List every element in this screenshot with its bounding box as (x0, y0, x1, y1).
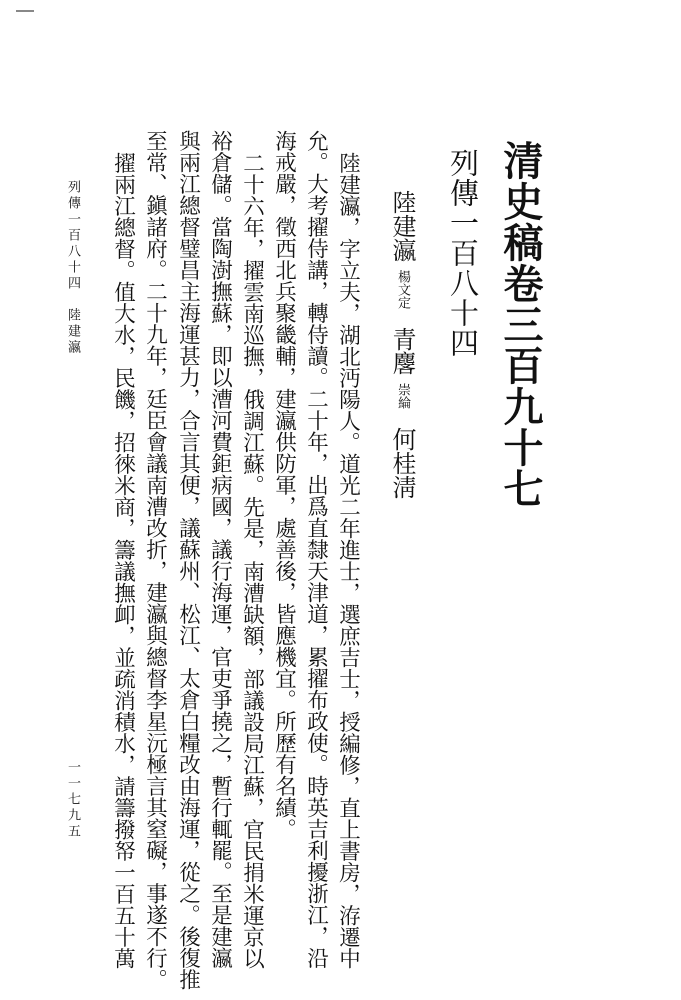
subject-name: 何桂淸 (388, 427, 416, 499)
text-column: 陸建瀛，字立夫，湖北沔陽人。道光二年進士，選庶吉士，授編修，直上書房，洊遷中 (335, 152, 361, 969)
subject-annex: 崇綸 (395, 383, 410, 409)
section-title: 列傳一百八十四 (446, 148, 480, 358)
text-column: 裕倉儲。當陶澍撫蘇，即以漕河費鉅病國，議行海運，官吏爭撓之，暫行輒罷。至是建瀛 (207, 130, 233, 969)
text-column: 與兩江總督璧昌主海運甚力，合言其便，議蘇州、松江、太倉白糧改由海運，從之。後復推 (175, 130, 201, 990)
subject-name: 青麐 (388, 327, 416, 375)
subject-name: 陸建瀛 (388, 190, 416, 262)
text-column: 擢兩江總督。值大水，民饑，招徠米商，籌議撫卹，並疏消積水，請籌撥帑一百五十萬 (110, 152, 136, 969)
subject-annex: 楊文定 (395, 270, 410, 309)
running-head: 列傳一百八十四 陸建瀛 (65, 180, 80, 356)
page-number: 一一七九五 (65, 760, 80, 840)
text-column: 二十六年，擢雲南巡撫，俄調江蘇。先是，南漕缺額，部議設局江蘇，官民捐米運京以 (239, 152, 265, 969)
text-column: 至常、鎭諸府。二十九年，廷臣會議南漕改折，建瀛與總督李星沅極言其窒礙，事遂不行。 (142, 130, 168, 990)
subjects-line (390, 190, 414, 499)
text-column: 允。大考擢侍講，轉侍讀。二十年，出爲直隸天津道，累擢布政使。時英吉利擾浙江，沿 (303, 130, 329, 969)
book-title: 清史稿卷三百九十七 (497, 140, 544, 509)
text-column: 海戒嚴，徵西北兵聚畿輔，建瀛供防軍，處善後，皆應機宜。所歷有名績。 (271, 130, 297, 840)
scan-mark (16, 10, 34, 12)
